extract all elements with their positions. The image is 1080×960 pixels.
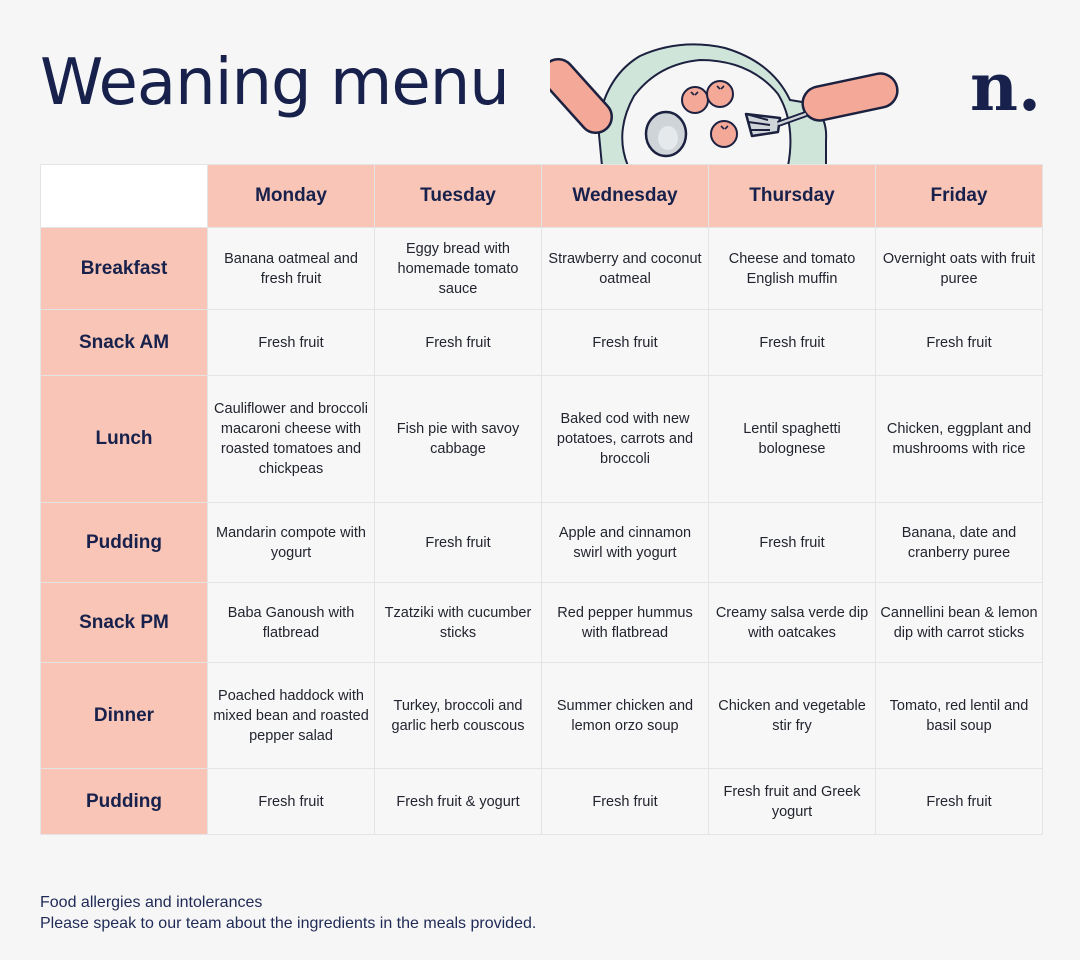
table-row <box>41 228 1043 310</box>
table-header-row <box>41 165 1043 228</box>
meal-label: Dinner <box>41 663 208 769</box>
meal-cell: Fresh fruit <box>876 769 1043 835</box>
meal-label: Snack PM <box>41 583 208 663</box>
allergy-note: Please speak to our team about the ingredients in the meals provided. <box>40 915 537 932</box>
meal-cell: Fresh fruit <box>375 503 542 583</box>
meal-cell: Fresh fruit and Greek yogurt <box>709 769 876 835</box>
day-header: Wednesday <box>542 165 709 228</box>
table-row <box>41 583 1043 663</box>
meal-cell: Baba Ganoush with flatbread <box>208 583 375 663</box>
meal-cell: Cannellini bean & lemon dip with carrot sticks <box>876 583 1043 663</box>
meal-cell: Fresh fruit <box>709 503 876 583</box>
day-header: Tuesday <box>375 165 542 228</box>
meal-cell: Red pepper hummus with flatbread <box>542 583 709 663</box>
allergy-notice <box>40 892 536 934</box>
meal-cell: Turkey, broccoli and garlic herb couscous <box>375 663 542 769</box>
meal-cell: Baked cod with new potatoes, carrots and broccoli <box>542 376 709 503</box>
meal-cell: Eggy bread with homemade tomato sauce <box>375 228 542 310</box>
meal-cell: Fresh fruit & yogurt <box>375 769 542 835</box>
meal-cell: Cauliflower and broccoli macaroni cheese with roasted tomatoes and chickpeas <box>208 376 375 503</box>
meal-cell: Tomato, red lentil and basil soup <box>876 663 1043 769</box>
page-title: Weaning menu <box>40 46 509 120</box>
meal-label: Lunch <box>41 376 208 503</box>
allergy-heading: Food allergies and intolerances <box>40 894 263 911</box>
day-header: Monday <box>208 165 375 228</box>
meal-cell: Fresh fruit <box>876 310 1043 376</box>
day-header: Thursday <box>709 165 876 228</box>
meal-cell: Fish pie with savoy cabbage <box>375 376 542 503</box>
meal-cell: Lentil spaghetti bolognese <box>709 376 876 503</box>
meal-label: Pudding <box>41 769 208 835</box>
plate-with-spoon-and-fork-illustration <box>550 40 910 166</box>
meal-cell: Creamy salsa verde dip with oatcakes <box>709 583 876 663</box>
meal-cell: Fresh fruit <box>542 310 709 376</box>
meal-cell: Overnight oats with fruit puree <box>876 228 1043 310</box>
table-row <box>41 663 1043 769</box>
meal-cell: Fresh fruit <box>709 310 876 376</box>
meal-cell: Fresh fruit <box>208 310 375 376</box>
corner-cell <box>41 165 208 228</box>
meal-cell: Banana, date and cranberry puree <box>876 503 1043 583</box>
meal-cell: Poached haddock with mixed bean and roasted pepper salad <box>208 663 375 769</box>
meal-cell: Apple and cinnamon swirl with yogurt <box>542 503 709 583</box>
meal-cell: Summer chicken and lemon orzo soup <box>542 663 709 769</box>
meal-cell: Cheese and tomato English muffin <box>709 228 876 310</box>
meal-cell: Strawberry and coconut oatmeal <box>542 228 709 310</box>
meal-cell: Tzatziki with cucumber sticks <box>375 583 542 663</box>
meal-cell: Banana oatmeal and fresh fruit <box>208 228 375 310</box>
meal-cell: Chicken, eggplant and mushrooms with rice <box>876 376 1043 503</box>
meal-cell: Chicken and vegetable stir fry <box>709 663 876 769</box>
table-row <box>41 310 1043 376</box>
meal-label: Snack AM <box>41 310 208 376</box>
table-row <box>41 376 1043 503</box>
meal-cell: Fresh fruit <box>208 769 375 835</box>
meal-label: Breakfast <box>41 228 208 310</box>
day-header: Friday <box>876 165 1043 228</box>
meal-cell: Fresh fruit <box>542 769 709 835</box>
meal-cell: Fresh fruit <box>375 310 542 376</box>
brand-logo: n. <box>970 48 1041 126</box>
weaning-menu-table <box>40 164 1043 835</box>
meal-cell: Mandarin compote with yogurt <box>208 503 375 583</box>
meal-label: Pudding <box>41 503 208 583</box>
table-row <box>41 503 1043 583</box>
table-row <box>41 769 1043 835</box>
